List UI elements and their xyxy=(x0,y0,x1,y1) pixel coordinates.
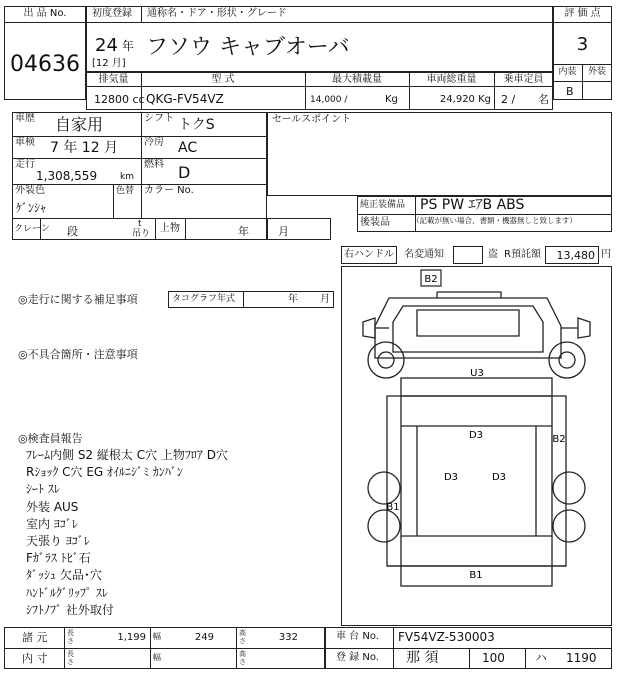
interior-label: 内装 xyxy=(558,67,577,77)
ext-color-label: 外装色 xyxy=(15,185,45,196)
inner-label: 内 寸 xyxy=(22,652,48,665)
mileage-unit: km xyxy=(120,172,134,182)
aftermarket-label: 後装品 xyxy=(360,217,390,228)
model-label: 型 式 xyxy=(211,74,235,85)
history: 自家用 xyxy=(55,115,104,134)
capacity-unit: 名 xyxy=(538,93,549,106)
first-reg-label: 初度登録 xyxy=(92,8,132,19)
crane-label: クレーン xyxy=(14,224,50,234)
mark-b2-top: B2 xyxy=(424,274,438,285)
score-label: 評 価 点 xyxy=(564,8,601,19)
lot-no: 04636 xyxy=(10,52,80,77)
inspection: 7 年 12 月 xyxy=(50,140,119,156)
max-load: 14,000 / xyxy=(310,95,348,105)
crane-stage: 段 xyxy=(67,225,78,238)
recycle-label: 盗 xyxy=(488,249,498,260)
equipment: PS PW ｴｱB ABS xyxy=(420,197,525,213)
report-line: ｼﾌﾄﾉﾌﾞ 社外取付 xyxy=(26,602,114,617)
report-line: ﾌﾚｰﾑ内側 S2 縦根太 C穴 上物ﾌﾛｱ D穴 xyxy=(26,448,228,462)
driving-notes-label: ◎走行に関する補足事項 xyxy=(18,293,138,306)
reg-area: 那 須 xyxy=(406,650,439,666)
shift: トクS xyxy=(178,117,215,133)
chassis-no: FV54VZ-530003 xyxy=(398,630,495,644)
mark-d3-center: D3 xyxy=(468,430,484,441)
reg-no-label: 登 録 No. xyxy=(336,652,379,663)
crane-ton: t xyxy=(138,219,142,229)
reg-year-unit: 年 xyxy=(122,39,135,53)
crane-tail-box xyxy=(267,218,331,240)
max-load-label: 最大積載量 xyxy=(332,74,382,85)
recycle-fee: 13,480 xyxy=(556,249,595,262)
reg-number: 1190 xyxy=(566,651,597,665)
ext-color: ｹﾞﾝｼｬ xyxy=(16,201,47,215)
mileage-label: 走行 xyxy=(15,159,35,170)
report-line: ﾀﾞｯｼｭ 欠品･穴 xyxy=(26,568,102,583)
max-load-unit: Kg xyxy=(385,94,398,105)
chassis-label: 車 台 No. xyxy=(336,631,379,642)
tachograph-label: タコグラフ年式 xyxy=(172,294,236,304)
mark-b2-right: B2 xyxy=(552,434,566,445)
reg-month: [12 月] xyxy=(92,58,126,69)
report-line: Fｶﾞﾗｽ ﾄﾋﾞ石 xyxy=(26,551,91,566)
name-change: 名変通知 xyxy=(404,249,444,260)
width: 249 xyxy=(194,632,214,643)
sales-point-label: セールスポイント xyxy=(272,114,352,125)
mark-d3-right: D3 xyxy=(491,472,507,483)
model-code: QKG-FV54VZ xyxy=(146,92,224,106)
reg-class: 100 xyxy=(482,651,505,665)
mark-d3-left: D3 xyxy=(443,472,459,483)
mileage: 1,308,559 xyxy=(36,169,98,183)
height-label: 高さ xyxy=(239,629,246,645)
shift-label: シフト xyxy=(144,113,174,124)
report-line: ｼｰﾄ ｽﾚ xyxy=(26,482,60,497)
color-label: 色替 xyxy=(116,186,135,196)
aftermarket-note: （記載が無い場合、書類・機器無しと致します） xyxy=(412,216,577,225)
fuel-label: 燃料 xyxy=(144,159,164,170)
inspection-label: 車検 xyxy=(15,137,35,148)
name-change-box xyxy=(453,246,483,264)
mark-u3: U3 xyxy=(470,368,484,379)
report-line: 外装 AUS xyxy=(26,499,79,514)
capacity: 2 / xyxy=(501,93,516,106)
car-name: フソウ キャブオーバ xyxy=(146,35,350,60)
recycle-unit: 円 xyxy=(601,249,611,260)
crane-hang: 吊り xyxy=(132,229,151,239)
report-line: Rｼｮｯｸ C穴 EG ｵｲﾙﾆｼﾞﾐ ｶﾝﾊﾞﾝ xyxy=(26,465,183,480)
ac: AC xyxy=(178,140,198,156)
fuel: D xyxy=(178,163,191,182)
recycle-fee-label: R預託額 xyxy=(504,249,541,260)
inspector-label: ◎検査員報告 xyxy=(18,432,83,445)
inspector-report xyxy=(26,447,228,619)
score: 3 xyxy=(576,34,589,55)
displacement: 12800 cc xyxy=(94,93,145,106)
gross-weight: 24,920 Kg xyxy=(439,94,491,105)
equipment-label: 純正装備品 xyxy=(360,200,406,210)
exterior-label: 外装 xyxy=(587,67,606,77)
ac-label: 冷房 xyxy=(144,137,164,148)
capacity-label: 乗車定員 xyxy=(503,74,544,85)
report-line: 天張り ﾖｺﾞﾚ xyxy=(26,533,90,548)
defects-label: ◎不具合箇所・注意事項 xyxy=(18,348,138,361)
width-label: 幅 xyxy=(153,632,161,641)
length-label: 長さ xyxy=(67,629,74,645)
report-line: 室内 ﾖｺﾞﾚ xyxy=(26,516,78,531)
crane-month: 月 xyxy=(278,225,289,238)
crane-year-label: 上物 xyxy=(160,223,180,234)
crane-year: 年 xyxy=(238,225,249,238)
truck-diagram xyxy=(341,266,612,626)
reg-year: 24 xyxy=(95,35,118,56)
displacement-label: 排気量 xyxy=(98,74,129,85)
mark-b1-left: B1 xyxy=(386,502,400,513)
model-name-label: 通称名・ドア・形状・グレード xyxy=(147,8,287,19)
dims-label: 諸 元 xyxy=(22,631,48,644)
height: 332 xyxy=(278,632,298,643)
interior-grade: B xyxy=(566,85,574,98)
reg-kana: ハ xyxy=(535,651,548,665)
length-label-2: 長さ xyxy=(67,650,74,666)
lot-no-label: 出 品 No. xyxy=(23,8,67,19)
report-line: ﾊﾝﾄﾞﾙｸﾞﾘｯﾌﾟ ｽﾚ xyxy=(26,585,108,600)
tachograph-month: 月 xyxy=(320,294,330,305)
length: 1,199 xyxy=(117,632,146,643)
width-label-2: 幅 xyxy=(153,653,161,662)
right-handle: 右ハンドル xyxy=(344,249,394,260)
color-no-label: カラー No. xyxy=(144,185,194,196)
gross-weight-label: 車両総重量 xyxy=(426,74,477,85)
mark-b1-rear: B1 xyxy=(469,570,483,581)
tachograph-year: 年 xyxy=(288,294,298,305)
history-label: 車歴 xyxy=(15,113,35,124)
height-label-2: 高さ xyxy=(239,650,246,666)
